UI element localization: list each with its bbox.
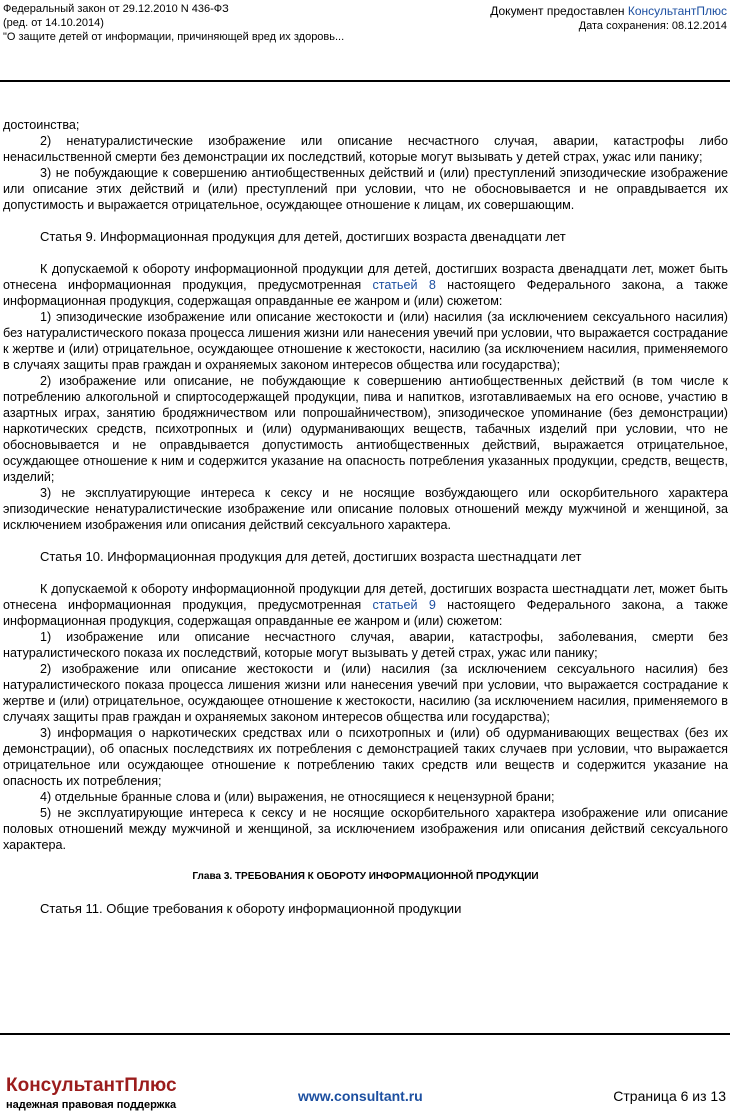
paragraph: 4) отдельные бранные слова и (или) выражения, не относящиеся к нецензурной брани;: [40, 790, 555, 804]
save-date: Дата сохранения: 08.12.2014: [578, 20, 727, 32]
page-header: [0, 0, 730, 80]
article-11-title: Статья 11. Общие требования к обороту информационной продукции: [40, 901, 462, 916]
paragraph: 3) информация о наркотических средствах или о психотропных и (или) об одурманивающих веществах (без их демонстрации), об опасных последствиях их потребления с демонстрацией таких случаев при условии, что выражается отрицательное или осуждающее отношение к потреблению таких средств или веществ и содержится указание на опасность их потребления;: [3, 726, 728, 788]
header-divider: [0, 80, 730, 82]
paragraph: 3) не эксплуатирующие интереса к сексу и не носящие возбуждающего или оскорбительного характера эпизодические ненатуралистические изображение или описание половых отношений между мужчиной и женщиной, за исключением изображения или описания действий сексуального характера.: [3, 486, 728, 532]
paragraph: 3) не побуждающие к совершению антиобщественных действий и (или) преступлений эпизодические изображение или описание этих действий и (или) преступлений при условии, что не обосновывается и не оправдывается их допустимость и выражается отрицательное, осуждающее отношение к лицам, их совершающим.: [3, 166, 728, 212]
law-title-line: Федеральный закон от 29.12.2010 N 436-ФЗ: [3, 3, 229, 15]
law-edition-line: (ред. от 14.10.2014): [3, 17, 104, 29]
website-link[interactable]: www.consultant.ru: [298, 1088, 423, 1104]
paragraph: 1) изображение или описание несчастного случая, аварии, катастрофы, заболевания, смерти без натуралистического показа их последствий, которые могут вызывать у детей страх, ужас или панику;: [3, 630, 728, 660]
document-info: [3, 2, 344, 44]
article-10-title: Статья 10. Информационная продукция для детей, достигших возраста шестнадцати лет: [40, 549, 582, 564]
page-footer: [0, 1035, 730, 1114]
provider-brand-link[interactable]: КонсультантПлюс: [627, 4, 727, 18]
paragraph: 2) изображение или описание жестокости и (или) насилия (за исключением сексуального насилия) без натуралистического показа процесса лишения жизни или нанесения увечий при условии, что выражается сострадание к жертве и (или) отрицательное, осуждающее отношение к жестокости, насилию (за исключением насилия, применяемого в случаях защиты прав граждан и охраняемых законом интересов общества или государства);: [3, 662, 728, 724]
article-9-intro: К допускаемой к обороту информационной продукции для детей, достигших возраста двенадцати лет, может быть отнесена информационная продукция, предусмотренная статьей 8 настоящего Федерального закона, а также информационная продукция, содержащая оправданные ее жанром и (или) сюжетом:: [3, 262, 728, 308]
paragraph: 5) не эксплуатирующие интереса к сексу и не носящие оскорбительного характера изображение или описание половых отношений между мужчиной и женщиной, за исключением изображения или описания действий сексуального характера.: [3, 806, 728, 852]
law-name-line: "О защите детей от информации, причиняющей вред их здоровь...: [3, 31, 345, 43]
article-9-link[interactable]: статьей 9: [372, 598, 436, 612]
paragraph: 2) ненатуралистические изображение или описание несчастного случая, аварии, катастрофы либо ненасильственной смерти без демонстрации их последствий, которые могут вызывать у детей страх, ужас или панику;: [3, 134, 728, 164]
chapter-3-title: Глава 3. ТРЕБОВАНИЯ К ОБОРОТУ ИНФОРМАЦИОННОЙ ПРОДУКЦИИ: [192, 871, 539, 882]
page-number: Страница 6 из 13: [613, 1088, 726, 1104]
article-8-link[interactable]: статьей 8: [372, 278, 436, 292]
paragraph: достоинства;: [3, 118, 80, 132]
document-body: [3, 117, 728, 917]
article-9-title: Статья 9. Информационная продукция для детей, достигших возраста двенадцати лет: [40, 229, 566, 244]
article-10-intro: К допускаемой к обороту информационной продукции для детей, достигших возраста шестнадцати лет, может быть отнесена информационная продукция, предусмотренная статьей 9 настоящего Федерального закона, а также информационная продукция, содержащая оправданные ее жанром и (или) сюжетом:: [3, 582, 728, 628]
provided-by: Документ предоставлен КонсультантПлюс: [490, 4, 727, 18]
logo-tagline: надежная правовая поддержка: [6, 1099, 177, 1111]
paragraph: 1) эпизодические изображение или описание жестокости и (или) насилия (за исключением сексуального насилия) без натуралистического показа процесса лишения жизни или нанесения увечий при условии, что выражается сострадание к жертве и (или) отрицательное, осуждающее отношение к жестокости, насилию (за исключением насилия, применяемого в случаях защиты прав граждан и охраняемых законом интересов общества или государства);: [3, 310, 728, 372]
provider-info: [490, 4, 727, 33]
paragraph: 2) изображение или описание, не побуждающие к совершению антиобщественных действий (в том числе к потреблению алкогольной и спиртосодержащей продукции, пива и напитков, изготавливаемых на его основе, участию в азартных играх, занятию бродяжничеством или попрошайничеством), эпизодическое упоминание (без демонстрации) наркотических средств, психотропных и (или) одурманивающих веществ, табачных изделий при условии, что не обосновывается и не оправдывается допустимость антиобщественных действий, выражается отрицательное, осуждающее отношение к ним и содержится указание на опасность потребления указанных продукции, средств, веществ, изделий;: [3, 374, 728, 484]
consultant-logo[interactable]: [6, 1075, 177, 1112]
logo-name: КонсультантПлюс: [6, 1075, 177, 1096]
